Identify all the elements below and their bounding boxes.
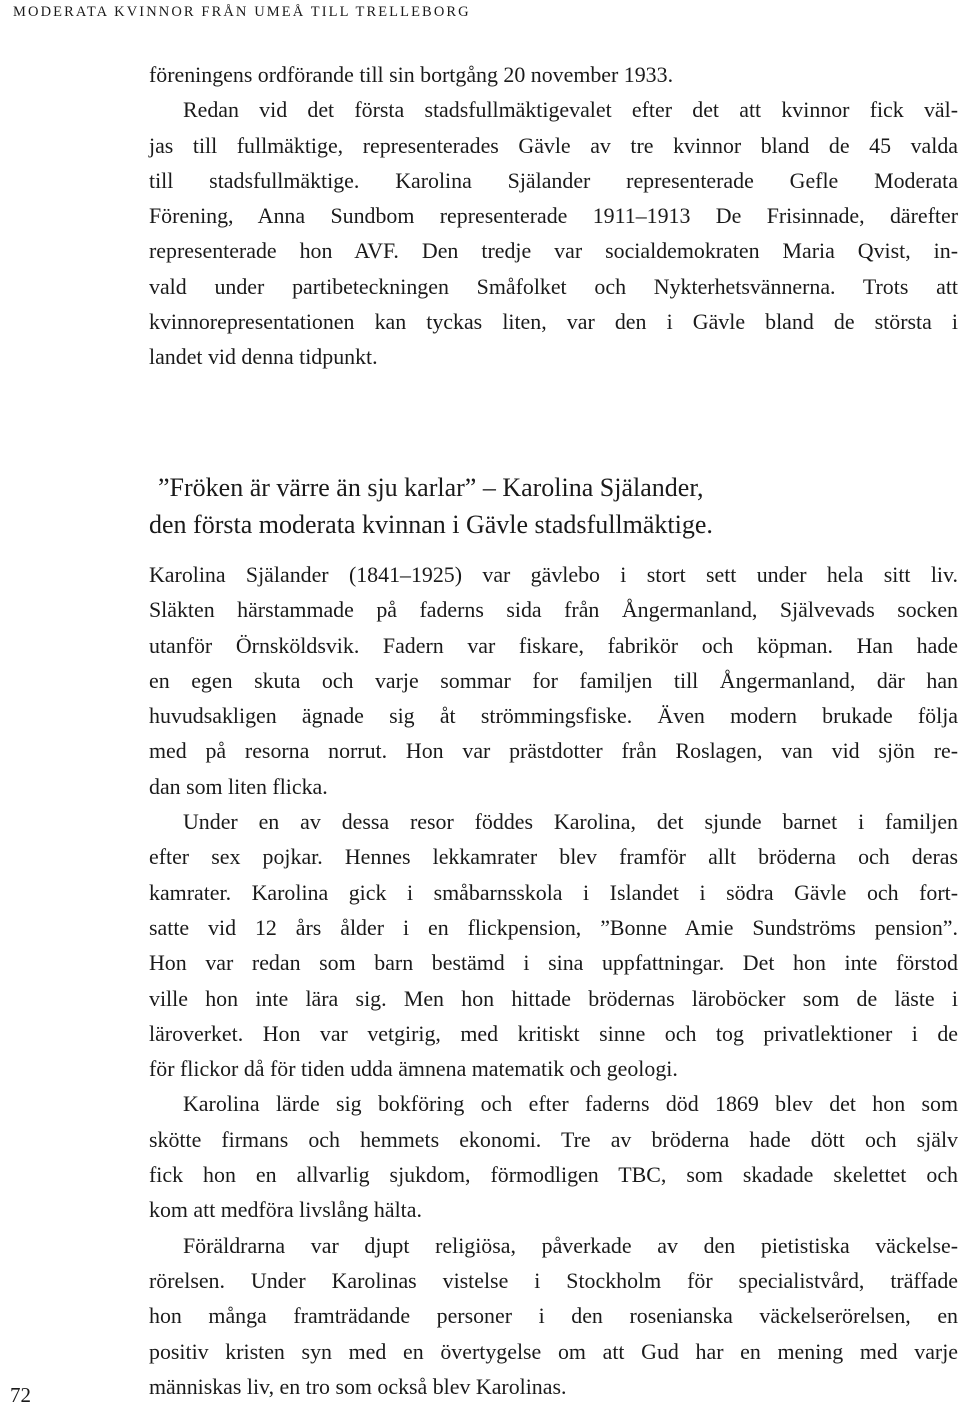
- text-line: utanför Örnsköldsvik. Fadern var fiskare, fabrikör och köpman. Han hade: [149, 632, 958, 658]
- text-line: för flickor då för tiden udda ämnena matematik och geologi.: [149, 1056, 678, 1082]
- text-line: dan som liten flicka.: [149, 773, 328, 799]
- text-line: satte vid 12 års ålder i en flickpension, ”Bonne Amie Sundströms pension”.: [149, 914, 958, 940]
- text-line: kom att medföra livslång hälta.: [149, 1197, 422, 1223]
- text-line: representerade hon AVF. Den tredje var socialdemokraten Maria Qvist, in-: [149, 238, 958, 264]
- text-line: rörelsen. Under Karolinas vistelse i Stockholm för specialistvård, träffade: [149, 1267, 958, 1293]
- section-body: [149, 557, 958, 1404]
- running-header: MODERATA KVINNOR FRÅN UMEÅ TILL TRELLEBORG: [13, 4, 471, 20]
- text-line: Karolina lärde sig bokföring och efter faderns död 1869 blev det hon som: [183, 1091, 958, 1117]
- text-line: hon många framträdande personer i den rosenianska väckelserörelsen, en: [149, 1303, 958, 1329]
- heading-line: den första moderata kvinnan i Gävle stadsfullmäktige.: [149, 510, 713, 539]
- text-line: Redan vid det första stadsfullmäktigevalet efter det att kvinnor fick väl-: [183, 97, 958, 123]
- text-line: skötte firmans och hemmets ekonomi. Tre av bröderna hade dött och själv: [149, 1126, 958, 1152]
- text-line: Förening, Anna Sundbom representerade 1911–1913 De Frisinnade, därefter: [149, 203, 958, 229]
- text-line: huvudsakligen ägnade sig åt strömmingsfiske. Även modern brukade följa: [149, 703, 958, 729]
- text-line: till stadsfullmäktige. Karolina Själander representerade Gefle Moderata: [149, 167, 958, 193]
- text-line: läroverket. Hon var vetgirig, med kritiskt sinne och tog privatlektioner i de: [149, 1020, 958, 1046]
- intro-paragraphs: [149, 57, 958, 375]
- text-line: kvinnorepresentationen kan tyckas liten, var den i Gävle bland de största i: [149, 309, 958, 335]
- text-line: efter sex pojkar. Hennes lekkamrater blev framför allt bröderna och deras: [149, 844, 958, 870]
- text-line: landet vid denna tidpunkt.: [149, 344, 378, 370]
- text-line: Släkten härstammade på faderns sida från Ångermanland, Självevads socken: [149, 597, 958, 623]
- text-line: fick hon en allvarlig sjukdom, förmodligen TBC, som skadade skelettet och: [149, 1162, 958, 1188]
- text-line: Föräldrarna var djupt religiösa, påverkade av den pietistiska väckelse-: [183, 1232, 958, 1258]
- text-line: ville hon inte lära sig. Men hon hittade brödernas läroböcker som de läste i: [149, 985, 958, 1011]
- text-line: människas liv, en tro som också blev Karolinas.: [149, 1373, 567, 1399]
- text-line: positiv kristen syn med en övertygelse om att Gud har en mening med varje: [149, 1338, 958, 1364]
- page-number: 72: [10, 1383, 31, 1407]
- text-line: Hon var redan som barn bestämd i sina uppfattningar. Det hon inte förstod: [149, 950, 958, 976]
- text-line: Karolina Själander (1841–1925) var gävlebo i stort sett under hela sitt liv.: [149, 562, 958, 587]
- text-line: Under en av dessa resor föddes Karolina, det sjunde barnet i familjen: [183, 809, 958, 835]
- text-line: med på resorna norrut. Hon var prästdotter från Roslagen, van vid sjön re-: [149, 738, 958, 764]
- text-line: en egen skuta och varje sommar for familjen till Ångermanland, där han: [149, 667, 958, 693]
- text-line: kamrater. Karolina gick i småbarnsskola i Islandet i södra Gävle och fort-: [149, 879, 958, 905]
- heading-line: ”Fröken är värre än sju karlar” – Karolina Själander,: [158, 473, 704, 502]
- text-line: jas till fullmäktige, representerades Gävle av tre kvinnor bland de 45 valda: [149, 132, 958, 158]
- text-line: föreningens ordförande till sin bortgång 20 november 1933.: [149, 62, 674, 87]
- section-heading: [149, 469, 958, 543]
- text-line: vald under partibeteckningen Småfolket och Nykterhetsvännerna. Trots att: [149, 273, 958, 299]
